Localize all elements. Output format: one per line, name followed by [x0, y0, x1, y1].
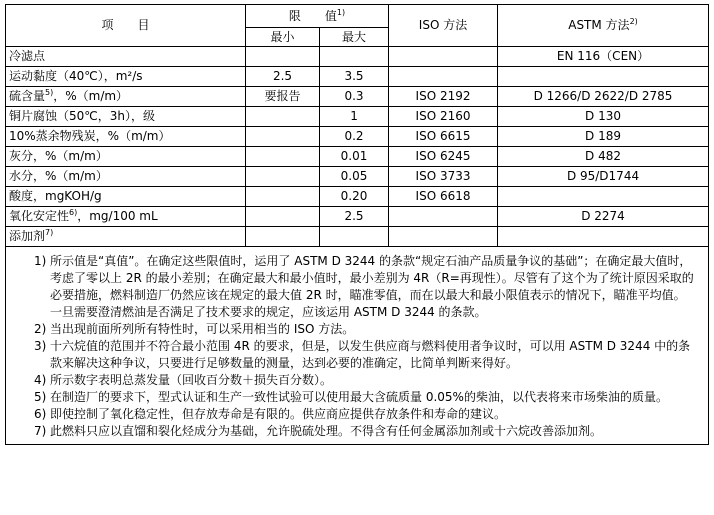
- row-min: [246, 167, 320, 187]
- footnote-text: 此燃料只应以直馏和裂化烃成分为基础，允许脱硫处理。不得含有任何金属添加剂或十六烷改善添加剂。: [50, 424, 603, 438]
- row-astm: D 2274: [498, 207, 709, 227]
- row-astm: [498, 67, 709, 87]
- notes-row: [6, 247, 709, 445]
- footnote-text: 所示值是“真值”。在确定这些限值时，运用了 ASTM D 3244 的条款“规定石油产品质量争议的基础”；在确定最大值时，考虑了零以上 2R 的最小差别；在确定最大和最小值时，最小差别为 4R（R=再现性）。尽管有了这个为了统计原因采取的必要措施，燃料制造厂仍然应该在规定的最大值 2R 时，瞄准零值，而在以最大和最小限值表示的情况下，瞄准平均值。: [50, 254, 694, 302]
- row-iso: [389, 47, 498, 67]
- row-iso: ISO 3733: [389, 167, 498, 187]
- row-iso: [389, 67, 498, 87]
- row-astm: D 130: [498, 107, 709, 127]
- footnote-number: 4): [34, 373, 47, 387]
- row-item: 酸度，mgKOH/g: [6, 187, 246, 207]
- row-min: [246, 107, 320, 127]
- row-iso: [389, 227, 498, 247]
- footnote-number: 5): [34, 390, 47, 404]
- row-iso: ISO 2192: [389, 87, 498, 107]
- row-astm: D 1266/D 2622/D 2785: [498, 87, 709, 107]
- spec-table: [5, 4, 709, 445]
- footnote-text: 十六烷值的范围并不符合最小范围 4R 的要求，但是，以发生供应商与燃料使用者争议时，可以用 ASTM D 3244 中的条款来解决这种争议，只要进行足够数量的测量，达到必要的准确定，比简单判断来得好。: [50, 339, 691, 370]
- footnote: [34, 423, 698, 440]
- footnote-text: 即使控制了氧化稳定性，但存放寿命是有限的。供应商应提供存放条件和寿命的建议。: [50, 407, 507, 421]
- footnote: [34, 321, 698, 338]
- table-row: [6, 147, 709, 167]
- footnote-number: 7): [34, 424, 47, 438]
- row-item: 运动黏度（40℃），m²/s: [6, 67, 246, 87]
- row-item: 灰分，%（m/m）: [6, 147, 246, 167]
- table-row: [6, 187, 709, 207]
- row-iso: ISO 6245: [389, 147, 498, 167]
- row-max: [320, 47, 389, 67]
- table-row: [6, 167, 709, 187]
- footnote: [34, 372, 698, 389]
- header-iso: ISO 方法: [389, 5, 498, 47]
- table-row: [6, 227, 709, 247]
- row-iso: ISO 6615: [389, 127, 498, 147]
- footnote: [34, 389, 698, 406]
- footnote-text: 当出现前面所列所有特性时，可以采用相当的 ISO 方法。: [50, 322, 355, 336]
- footnote-text: 一旦需要澄清燃油是否满足了技术要求的规定，应该运用 ASTM D 3244 的条款。: [50, 305, 487, 319]
- table-row: [6, 127, 709, 147]
- row-astm: D 189: [498, 127, 709, 147]
- notes-cell: [6, 247, 709, 445]
- row-iso: ISO 6618: [389, 187, 498, 207]
- row-item: 添加剂$^{7)}$: [6, 227, 246, 247]
- row-astm: [498, 187, 709, 207]
- footnote: [34, 406, 698, 423]
- row-max: 0.01: [320, 147, 389, 167]
- row-max: 0.3: [320, 87, 389, 107]
- header-row-1: [6, 5, 709, 28]
- row-min: 2.5: [246, 67, 320, 87]
- row-max: 2.5: [320, 207, 389, 227]
- row-max: 0.2: [320, 127, 389, 147]
- row-iso: ISO 2160: [389, 107, 498, 127]
- row-min: [246, 127, 320, 147]
- row-max: 1: [320, 107, 389, 127]
- row-max: 3.5: [320, 67, 389, 87]
- footnote-text: 所示数字表明总蒸发量（回收百分数＋损失百分数）。: [50, 373, 333, 387]
- table-row: [6, 47, 709, 67]
- row-astm: D 95/D1744: [498, 167, 709, 187]
- row-min: [246, 227, 320, 247]
- row-min: [246, 207, 320, 227]
- row-item: 水分，%（m/m）: [6, 167, 246, 187]
- spec-rows: [6, 47, 709, 247]
- row-astm: D 482: [498, 147, 709, 167]
- row-item: 冷滤点: [6, 47, 246, 67]
- row-item: 氧化安定性$^{6)}$，mg/100 mL: [6, 207, 246, 227]
- row-min: [246, 187, 320, 207]
- footnote-text: 在制造厂的要求下，型式认证和生产一致性试验可以使用最大含硫质量 0.05%的柴油，以代表将来市场柴油的质量。: [50, 390, 668, 404]
- table-row: [6, 207, 709, 227]
- row-min: [246, 147, 320, 167]
- footnote-number: 3): [34, 339, 47, 353]
- row-max: [320, 227, 389, 247]
- row-max: 0.20: [320, 187, 389, 207]
- row-item: 硫含量$^{5)}$，%（m/m）: [6, 87, 246, 107]
- header-astm: ASTM 方法$^{2)}$: [498, 5, 709, 47]
- row-max: 0.05: [320, 167, 389, 187]
- table-row: [6, 107, 709, 127]
- row-astm: [498, 227, 709, 247]
- header-item: 项 目: [6, 5, 246, 47]
- header-min: 最小: [246, 28, 320, 47]
- row-item: 10%蒸余物残炭，%（m/m）: [6, 127, 246, 147]
- footnote-number: 2): [34, 322, 47, 336]
- header-max: 最大: [320, 28, 389, 47]
- footnote: [34, 253, 698, 321]
- row-astm: EN 116（CEN）: [498, 47, 709, 67]
- row-iso: [389, 207, 498, 227]
- footnote: [34, 338, 698, 372]
- header-limit: 限 值$^{1)}$: [246, 5, 389, 28]
- footnote-number: 1): [34, 254, 47, 268]
- row-min: 要报告: [246, 87, 320, 107]
- row-min: [246, 47, 320, 67]
- table-row: [6, 67, 709, 87]
- footnote-number: 6): [34, 407, 47, 421]
- row-item: 铜片腐蚀（50℃，3h），级: [6, 107, 246, 127]
- table-row: [6, 87, 709, 107]
